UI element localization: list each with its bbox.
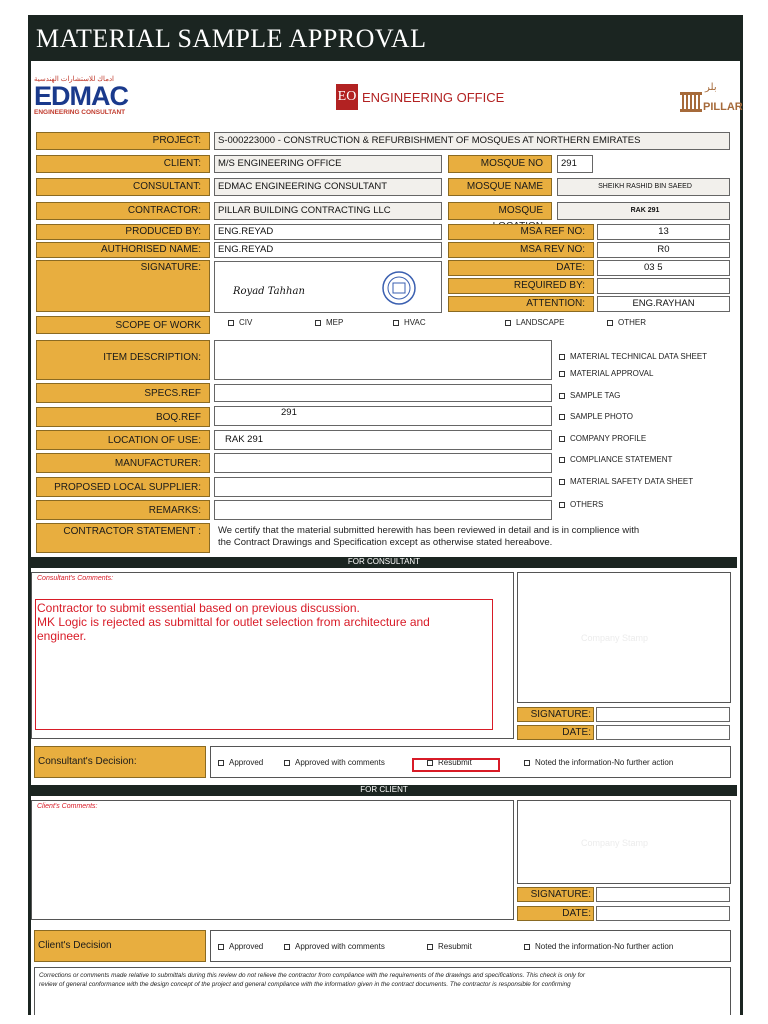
consultant-resubmit-checkbox[interactable]: Resubmit — [427, 758, 472, 767]
consultant-date-label: DATE: — [517, 725, 594, 740]
required-by-value[interactable] — [597, 278, 730, 294]
msa-rev-label: MSA REV NO: — [448, 242, 594, 258]
engineering-office-logo — [336, 84, 504, 110]
disclaimer-text — [39, 971, 585, 989]
location-of-use-value[interactable]: RAK 291 — [214, 430, 552, 450]
statement-line-2: the Contract Drawings and Specification except as otherwise stated hereabove. — [218, 537, 553, 548]
consultant-value[interactable]: EDMAC ENGINEERING CONSULTANT — [214, 178, 442, 196]
specs-ref-label: SPECS.REF — [36, 383, 210, 403]
scope-mep-checkbox[interactable]: MEP — [315, 318, 343, 327]
client-value[interactable]: M/S ENGINEERING OFFICE — [214, 155, 442, 173]
client-comments-label: Client's Comments: — [37, 803, 98, 810]
consultant-stamp-placeholder: Company Stamp — [581, 633, 649, 643]
consultant-noted-checkbox[interactable]: Noted the information-No further action — [524, 758, 673, 767]
client-date-value[interactable] — [596, 906, 730, 921]
boq-ref-value[interactable]: 291 — [214, 406, 552, 426]
authorised-name-label: AUTHORISED NAME: — [36, 242, 210, 258]
attachment-company-profile-checkbox[interactable]: COMPANY PROFILE — [559, 434, 646, 443]
consultant-approved-checkbox[interactable]: Approved — [218, 758, 263, 767]
attachment-others-checkbox[interactable]: OTHERS — [559, 500, 603, 509]
client-signature-value[interactable] — [596, 887, 730, 902]
mosque-no-label: MOSQUE NO — [448, 155, 552, 173]
attachments-list — [555, 340, 730, 521]
consultant-comments-label: Consultant's Comments: — [37, 575, 114, 582]
remarks-value[interactable] — [214, 500, 552, 520]
manufacturer-value[interactable] — [214, 453, 552, 473]
attachment-msds-checkbox[interactable]: MATERIAL SAFETY DATA SHEET — [559, 477, 693, 486]
authorised-name-value[interactable]: ENG.REYAD — [214, 242, 442, 258]
consultant-comment-text — [37, 601, 430, 643]
attention-value[interactable]: ENG.RAYHAN — [597, 296, 730, 312]
pillar-icon — [676, 78, 743, 118]
statement-line-1: We certify that the material submitted herewith has been reviewed in detail and is in complience with — [218, 525, 640, 536]
mosque-location-label: MOSQUE — [448, 202, 552, 220]
consultant-decision-options — [210, 746, 731, 778]
disclaimer-line-1: Corrections or comments made relative to submittals during this review do not relieve the contractor from compliance with the requirements of the drawings and specifications. This check is only for — [39, 972, 585, 979]
boq-ref-label: BOQ.REF — [36, 407, 210, 427]
consultant-comments-panel — [31, 572, 514, 739]
client-decision-options — [210, 930, 731, 962]
consultant-decision-label: Consultant's Decision: — [34, 746, 206, 778]
comment-line-3: engineer. — [37, 629, 87, 643]
item-description-label: ITEM DESCRIPTION: — [36, 340, 210, 380]
comment-line-2: MK Logic is rejected as submittal for outlet selection from architecture and — [37, 615, 430, 629]
client-stamp-placeholder: Company Stamp — [581, 838, 649, 848]
contractor-statement-label: CONTRACTOR STATEMENT : — [36, 523, 210, 553]
client-stamp-area[interactable] — [517, 800, 731, 884]
contractor-statement-text — [218, 525, 639, 549]
mosque-location-value[interactable]: RAK 291 — [557, 202, 730, 220]
mosque-name-value[interactable]: SHEIKH RASHID BIN SAEED — [557, 178, 730, 196]
for-client-header: FOR CLIENT — [31, 785, 737, 796]
client-date-label: DATE: — [517, 906, 594, 921]
consultant-comment-box[interactable] — [35, 599, 493, 730]
page-title: MATERIAL SAMPLE APPROVAL — [36, 24, 427, 53]
project-value[interactable]: S-000223000 - CONSTRUCTION & REFURBISHMENT OF MOSQUES AT NORTHERN EMIRATES — [214, 132, 730, 150]
footer-disclaimer — [34, 967, 731, 1015]
scope-civ-checkbox[interactable]: CIV — [228, 318, 252, 327]
manufacturer-label: MANUFACTURER: — [36, 453, 210, 473]
resubmit-highlight — [412, 758, 500, 772]
attachment-compliance-checkbox[interactable]: COMPLIANCE STATEMENT — [559, 455, 672, 464]
project-label: PROJECT: — [36, 132, 210, 150]
client-resubmit-checkbox[interactable]: Resubmit — [427, 942, 472, 951]
client-comments-panel[interactable] — [31, 800, 514, 920]
msa-ref-label: MSA REF NO: — [448, 224, 594, 240]
consultant-date-value[interactable] — [596, 725, 730, 740]
specs-ref-value[interactable] — [214, 384, 552, 402]
for-consultant-header: FOR CONSULTANT — [31, 557, 737, 568]
consultant-signature-value[interactable] — [596, 707, 730, 722]
attachment-material-approval-checkbox[interactable]: MATERIAL APPROVAL — [559, 369, 653, 378]
comment-line-1: Contractor to submit essential based on previous discussion. — [37, 601, 360, 615]
pillar-wordmark: PILLAR — [703, 101, 743, 113]
client-approved-comments-checkbox[interactable]: Approved with comments — [284, 942, 385, 951]
scope-hvac-checkbox[interactable]: HVAC — [393, 318, 426, 327]
client-approved-checkbox[interactable]: Approved — [218, 942, 263, 951]
eo-mark: EO — [336, 84, 358, 110]
client-noted-checkbox[interactable]: Noted the information-No further action — [524, 942, 673, 951]
edmac-subtitle: ENGINEERING CONSULTANT — [34, 109, 126, 116]
contractor-label: CONTRACTOR: — [36, 202, 210, 220]
attachment-sample-photo-checkbox[interactable]: SAMPLE PHOTO — [559, 412, 633, 421]
client-signature-label: SIGNATURE: — [517, 887, 594, 902]
msa-ref-value[interactable]: 13 — [597, 224, 730, 240]
disclaimer-line-2: review of general conformance with the design concept of the project and general compliance with the information given in the contract documents. The contractor is responsible for confirming — [39, 981, 571, 988]
produced-by-value[interactable]: ENG.REYAD — [214, 224, 442, 240]
scope-other-checkbox[interactable]: OTHER — [607, 318, 646, 327]
signature-box[interactable] — [214, 261, 442, 313]
scope-landscape-checkbox[interactable]: LANDSCAPE — [505, 318, 564, 327]
produced-by-label: PRODUCED BY: — [36, 224, 210, 240]
seal-icon — [379, 270, 419, 306]
consultant-approved-comments-checkbox[interactable]: Approved with comments — [284, 758, 385, 767]
pillar-logo — [676, 78, 743, 118]
contractor-value[interactable]: PILLAR BUILDING CONTRACTING LLC — [214, 202, 442, 220]
date-value[interactable]: 03 5 — [597, 260, 730, 276]
scope-of-work-label: SCOPE OF WORK — [36, 316, 210, 334]
consultant-label: CONSULTANT: — [36, 178, 210, 196]
pillar-arabic: بلر — [705, 82, 717, 93]
title-bar — [28, 15, 740, 61]
item-description-value[interactable] — [214, 340, 552, 380]
mosque-no-value[interactable]: 291 — [557, 155, 593, 173]
signature-text: Royad Tahhan — [233, 286, 305, 297]
consultant-signature-label: SIGNATURE: — [517, 707, 594, 722]
proposed-supplier-label: PROPOSED LOCAL SUPPLIER: — [36, 477, 210, 497]
client-decision-label: Client's Decision — [34, 930, 206, 962]
edmac-wordmark: EDMAC — [34, 81, 128, 111]
proposed-supplier-value[interactable] — [214, 477, 552, 497]
location-of-use-label: LOCATION OF USE: — [36, 430, 210, 450]
client-label: CLIENT: — [36, 155, 210, 173]
attention-label: ATTENTION: — [448, 296, 594, 312]
edmac-arabic: ادماك للاستشارات الهندسية — [34, 76, 115, 83]
date-label: DATE: — [448, 260, 594, 276]
attachment-technical-data-checkbox[interactable]: MATERIAL TECHNICAL DATA SHEET — [559, 352, 707, 361]
required-by-label: REQUIRED BY: — [448, 278, 594, 294]
attachment-sample-tag-checkbox[interactable]: SAMPLE TAG — [559, 391, 620, 400]
eo-text: ENGINEERING OFFICE — [362, 89, 505, 105]
consultant-stamp-area[interactable] — [517, 572, 731, 703]
signature-label: SIGNATURE: — [36, 260, 210, 312]
edmac-logo — [34, 75, 134, 119]
mosque-name-label: MOSQUE NAME — [448, 178, 552, 196]
remarks-label: REMARKS: — [36, 500, 210, 520]
msa-rev-value[interactable]: R0 — [597, 242, 730, 258]
